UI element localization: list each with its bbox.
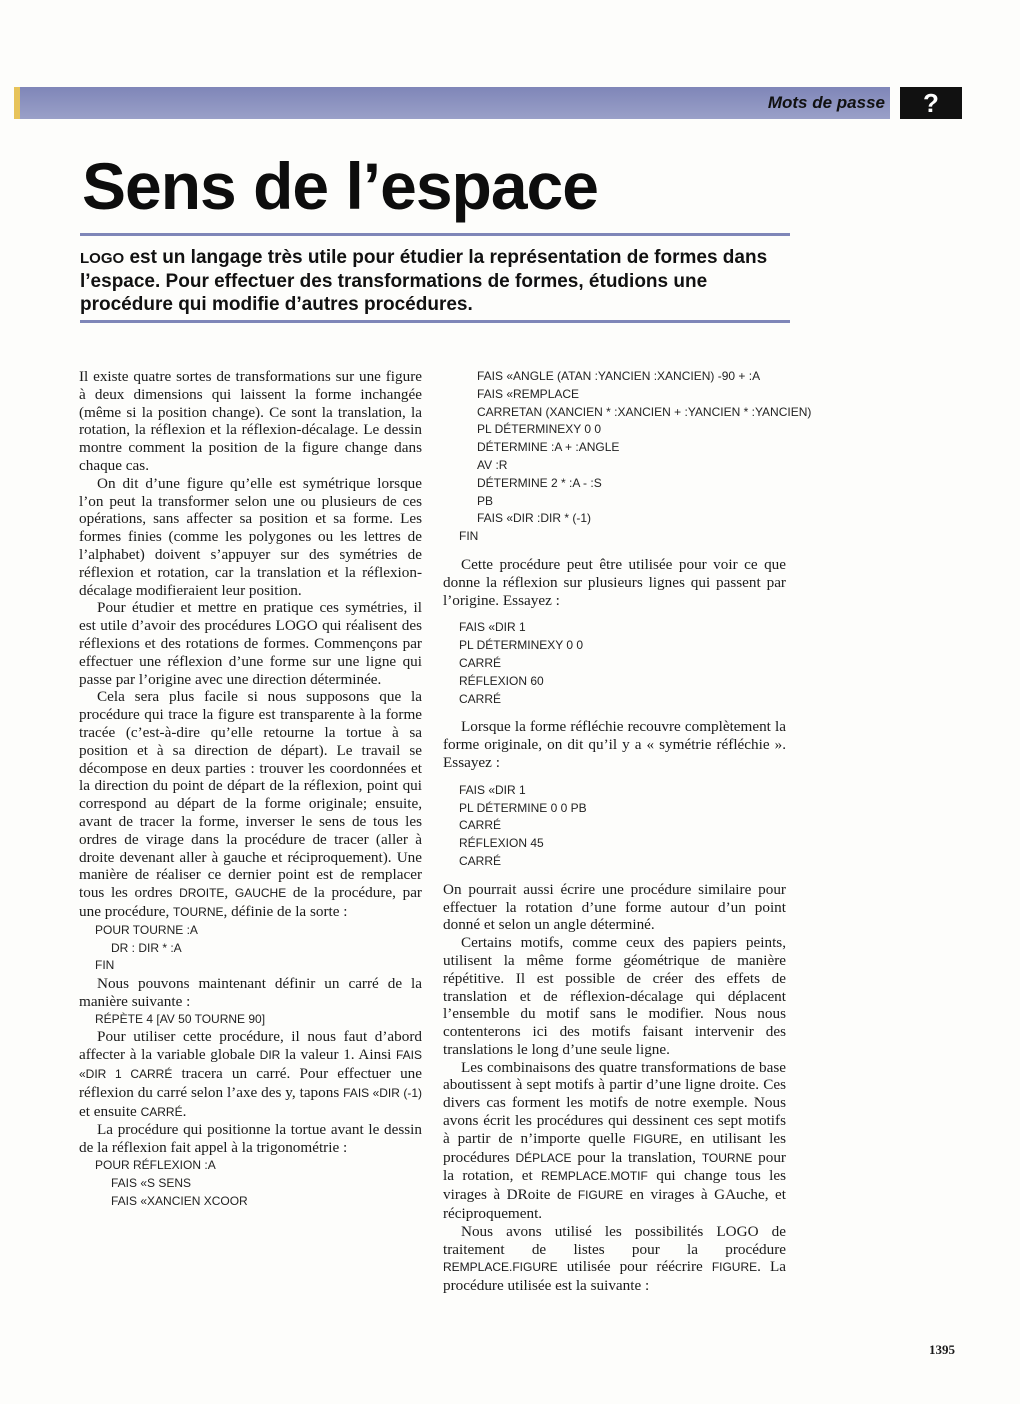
keyword: GAUCHE <box>234 886 287 901</box>
code-line: FAIS «DIR 1 <box>459 782 526 797</box>
top-rule <box>80 233 790 236</box>
code-line: POUR RÉFLEXION :A <box>95 1158 216 1173</box>
logo-word: LOGO <box>716 1222 759 1240</box>
code-line: FAIS «ANGLE (ATAN :YANCIEN :XANCIEN) -90 + :A <box>477 369 761 383</box>
code-line: POUR TOURNE :A <box>95 922 198 937</box>
keyword: TOURNE <box>701 1150 753 1165</box>
paragraph: Il existe quatre sortes de transformations sur une figure à deux dimensions qui laissent la forme inchangée (même si la position change). Ce sont la translation, la rotation, la réflexion et la réflexion-décalage. Le dessin montre comment la position de la figure change dans chaque cas. <box>79 368 422 474</box>
code-line: DÉTERMINE 2 * :A - :S <box>477 475 602 490</box>
page-number: 1395 <box>929 1342 955 1357</box>
keyword: TOURNE <box>173 904 224 919</box>
code-line: FAIS «DIR 1 <box>459 620 526 635</box>
code-line: CARRÉ <box>459 691 502 706</box>
code-line: RÉPÈTE 4 [AV 50 TOURNE 90] <box>95 1011 266 1026</box>
paragraph: Nous avons utilisé les possibilités LOGO de traitement de listes pour la procédure REMPLACE.FIGURE utilisée pour réécrire FIGURE. La procédure utilisée est la suivante : <box>443 1222 787 1295</box>
left-column <box>79 368 422 1210</box>
code-line: RÉFLEXION 60 <box>459 673 544 688</box>
paragraph: La procédure qui positionne la tortue avant le dessin de la réflexion fait appel à la trigonométrie : <box>79 1121 422 1157</box>
code-line: FIN <box>95 958 115 973</box>
code-line: PL DÉTERMINE 0 0 PB <box>459 800 587 815</box>
intro-text <box>80 246 790 316</box>
keyword: FIGURE <box>633 1131 679 1146</box>
code-line: PL DÉTERMINEXY 0 0 <box>477 422 602 437</box>
bottom-rule <box>80 320 790 323</box>
keyword: REMPLACE.FIGURE <box>443 1260 558 1275</box>
logo-word: LOGO <box>80 250 125 267</box>
keyword: DÉPLACE <box>515 1150 572 1165</box>
paragraph: Cela sera plus facile si nous supposons que la procédure qui trace la figure est transparente à la forme tracée (c’est-à-dire qu’elle retourne la tortue à sa position et à sa direction de départ). Le travail se décompose en deux parties : trouver les coordonnées et la direction du point de départ de la réflexion, point qui correspond au départ de la forme originale; ensuite, avant de tracer la forme, inverser le sens de tous les ordres de virage dans la procédure de tracer (aller à droite devenant aller à gauche et réciproquement). Une manière de réaliser ce dernier point est de remplacer tous les ordres DROITE, GAUCHE de la procédure, par une procédure, TOURNE, définie de la sorte : <box>79 688 422 920</box>
keyword: DIR <box>259 1048 281 1063</box>
code-line: FIN <box>459 529 479 544</box>
paragraph: Pour étudier et mettre en pratique ces symétries, il est utile d’avoir des procédures LOGO qui réalisent des réflexions et des rotations de formes. Commençons par effectuer une réflexion d’une forme sur une ligne qui passe par l’origine avec une direction déterminée. <box>79 599 422 688</box>
paragraph: Lorsque la forme réfléchie recouvre complètement la forme originale, on dit qu’il y a « symétrie réfléchie ». Essayez : <box>443 718 786 771</box>
paragraph: Nous pouvons maintenant définir un carré de la manière suivante : <box>79 975 422 1010</box>
header-accent-tab <box>14 87 20 119</box>
code-line: PL DÉTERMINEXY 0 0 <box>459 638 584 653</box>
code-line: FAIS «REMPLACE <box>477 386 580 401</box>
code-line: FAIS «S SENS <box>111 1175 192 1190</box>
right-column <box>443 368 812 1295</box>
code-line: DR : DIR * :A <box>111 940 182 955</box>
code-line: AV :R <box>477 457 508 472</box>
code-line: CARRÉ <box>459 853 502 868</box>
section-label: Mots de passe <box>767 93 885 112</box>
keyword: FAIS «DIR 1 CARRÉ <box>79 1048 422 1082</box>
keyword: FIGURE <box>577 1188 624 1203</box>
code-line: CARRÉ <box>459 818 502 833</box>
page-title: Sens de l’espace <box>82 149 598 223</box>
paragraph: Cette procédure peut être utilisée pour voir ce que donne la réflexion sur plusieurs lignes qui passent par l’origine. Essayez : <box>443 555 786 609</box>
header-band <box>14 87 890 119</box>
code-line: FAIS «XANCIEN XCOOR <box>111 1193 248 1208</box>
code-line: PB <box>477 493 494 508</box>
keyword: FAIS «DIR (-1) <box>343 1085 422 1100</box>
keyword: CARRÉ <box>140 1104 183 1119</box>
code-line: CARRÉ <box>459 655 502 670</box>
paragraph: Pour utiliser cette procédure, il nous faut d’abord affecter à la variable globale DIR la valeur 1. Ainsi FAIS «DIR 1 CARRÉ tracera un carré. Pour effectuer une réflexion du carré selon l’axe des y, tapons FAIS «DIR (-1) et ensuite CARRÉ. <box>79 1028 422 1120</box>
keyword: DROITE <box>179 886 225 901</box>
intro-body: est un langage très utile pour étudier la représentation de formes dans l’espace. Pour effectuer des transformations de formes, étudions une procédure qui modifie d’autres procédures. <box>80 247 768 315</box>
paragraph: Les combinaisons des quatre transformations de base aboutissent à sept motifs à partir d’une ligne droite. Ces divers cas forment les motifs de notre exemple. Nous avons écrit les procédures qui dessinent ces sept motifs à partir de n’importe quelle FIGURE, en utilisant les procédures DÉPLACE pour la translation, TOURNE pour la rotation, et REMPLACE.MOTIF qui change tous les virages à DRoite de FIGURE en virages à GAuche, et réciproquement. <box>443 1058 786 1223</box>
logo-word: LOGO <box>275 617 318 635</box>
paragraph: Certains motifs, comme ceux des papiers peints, utilisent la même forme géométrique de manière répétitive. Il est possible de créer des effets de translation et de réflexion-décalage qui déplacent l’ensemble du motif sans le modifier. Nous nous contenterons ici des motifs faisant intervenir des translations le long d’une seule ligne. <box>443 934 786 1058</box>
keyword: REMPLACE.MOTIF <box>541 1169 648 1184</box>
code-line: CARRETAN (XANCIEN * :XANCIEN + :YANCIEN * :YANCIEN) <box>477 404 812 419</box>
code-line: RÉFLEXION 45 <box>459 836 544 851</box>
code-line: FAIS «DIR :DIR * (-1) <box>477 511 592 526</box>
paragraph: On pourrait aussi écrire une procédure similaire pour effectuer la rotation d’une forme autour d’un point donné et selon un angle déterminé. <box>443 880 786 934</box>
keyword: FIGURE <box>711 1260 758 1275</box>
code-line: DÉTERMINE :A + :ANGLE <box>477 440 620 455</box>
paragraph: On dit d’une figure qu’elle est symétrique lorsque l’on peut la transformer selon une ou plusieurs de ces opérations, sans affecter sa position et sa forme. Les formes finies (comme les polygones ou les lettres de l’alphabet) doivent s’appuyer sur des symétries de réflexion et rotation, car la translation et la réflexion-décalage modifieraient leur position. <box>79 474 422 599</box>
question-badge: ? <box>900 87 962 119</box>
